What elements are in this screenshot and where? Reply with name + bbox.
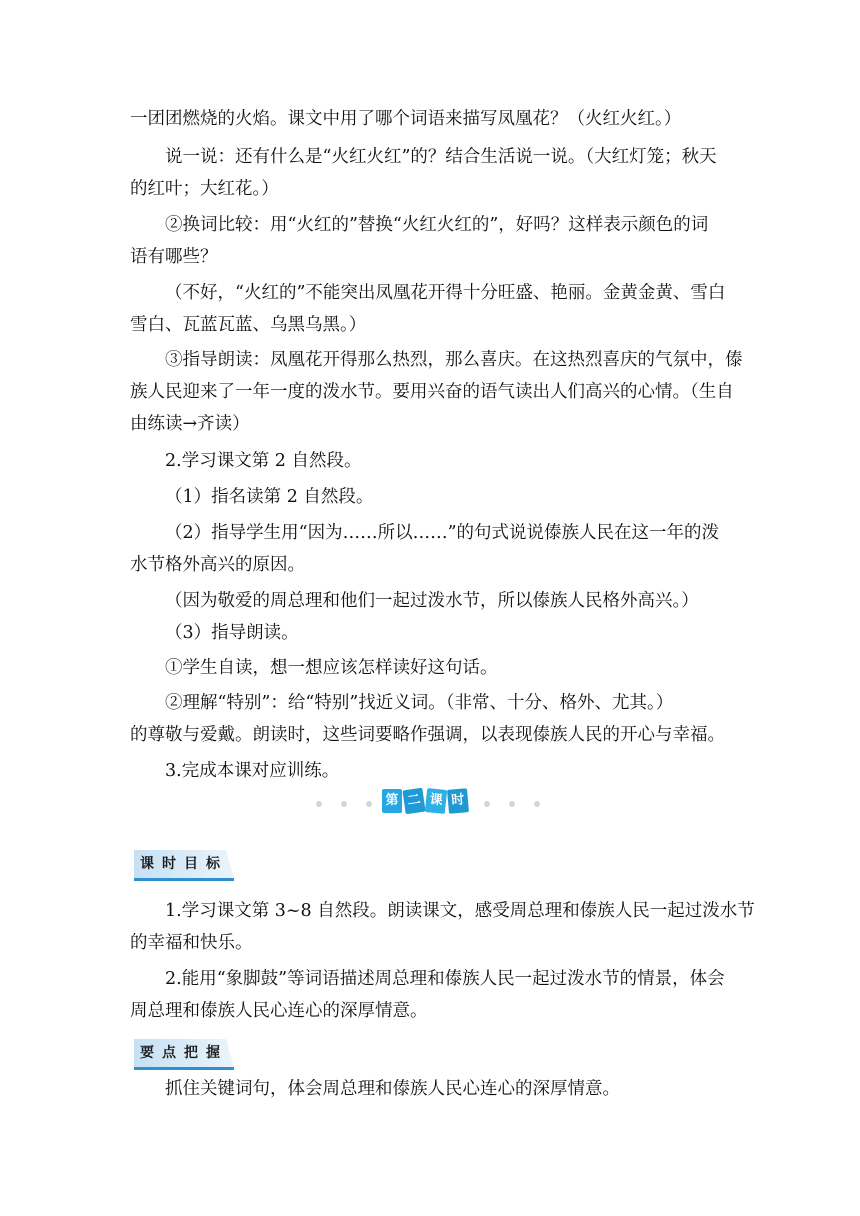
text-line: 2.学习课文第 2 自然段。 [165, 451, 362, 471]
objective-line: 1.学习课文第 3~8 自然段。朗读课文，感受周总理和傣族人民一起过泼水节 [165, 901, 755, 921]
session-title-char: 时 [447, 788, 469, 814]
section-heading-key-points [134, 1039, 234, 1067]
divider-dot [366, 801, 372, 807]
text-line: ③指导朗读：凤凰花开得那么热烈，那么喜庆。在这热烈喜庆的气氛中，傣 [165, 350, 743, 370]
text-line: 的红叶；大红花。） [130, 179, 279, 199]
text-line: 的尊敬与爱戴。朗读时，这些词要略作强调，以表现傣族人民的开心与幸福。 [130, 725, 725, 745]
text-line: 族人民迎来了一年一度的泼水节。要用兴奋的语气读出人们高兴的心情。（生自 [130, 382, 734, 402]
session-title [382, 789, 470, 813]
session-title-char: 课 [425, 788, 447, 814]
key-point-line: 抓住关键词句，体会周总理和傣族人民心连心的深厚情意。 [165, 1079, 620, 1099]
text-line: ①学生自读，想一想应该怎样读好这句话。 [165, 658, 498, 678]
text-line: （1）指名读第 2 自然段。 [165, 487, 374, 507]
heading-underline [134, 878, 234, 881]
divider-dot [509, 801, 515, 807]
text-line: 3.完成本课对应训练。 [165, 761, 340, 781]
heading-underline [134, 1067, 234, 1070]
text-line: ②理解“特别”：给“特别”找近义词。（非常、十分、格外、尤其。） [165, 693, 674, 713]
text-line: （不好，“火红的”不能突出凤凰花开得十分旺盛、艳丽。金黄金黄、雪白 [165, 283, 726, 303]
text-line: （因为敬爱的周总理和他们一起过泼水节，所以傣族人民格外高兴。） [165, 591, 699, 611]
text-line: 说一说：还有什么是“火红火红”的？结合生活说一说。（大红灯笼；秋天 [165, 147, 717, 167]
divider-dot [534, 801, 540, 807]
text-line: （3）指导朗读。 [165, 623, 299, 643]
divider-dot [316, 801, 322, 807]
divider-dot [341, 801, 347, 807]
objective-line: 的幸福和快乐。 [130, 933, 253, 953]
objective-line: 2.能用“象脚鼓”等词语描述周总理和傣族人民一起过泼水节的情景，体会 [165, 969, 725, 989]
section-heading-objectives [134, 850, 234, 878]
divider-dot [484, 801, 490, 807]
objective-line: 周总理和傣族人民心连心的深厚情意。 [130, 1001, 428, 1021]
text-line: 语有哪些？ [130, 247, 218, 267]
text-line: （2）指导学生用“因为……所以……”的句式说说傣族人民在这一年的泼 [165, 523, 720, 543]
heading-label: 课时目标 [140, 856, 228, 872]
session-divider [308, 789, 544, 821]
text-line: 由练读→齐读） [130, 414, 250, 434]
text-line: ②换词比较：用“火红的”替换“火红火红的”，好吗？这样表示颜色的词 [165, 215, 709, 235]
heading-label: 要点把握 [140, 1045, 228, 1061]
text-line: 水节格外高兴的原因。 [130, 555, 305, 575]
text-line: 雪白、瓦蓝瓦蓝、乌黑乌黑。） [130, 315, 367, 335]
session-title-char: 二 [402, 788, 425, 815]
text-line: 一团团燃烧的火焰。课文中用了哪个词语来描写凤凰花？（火红火红。） [130, 109, 682, 129]
session-title-char: 第 [382, 789, 402, 813]
